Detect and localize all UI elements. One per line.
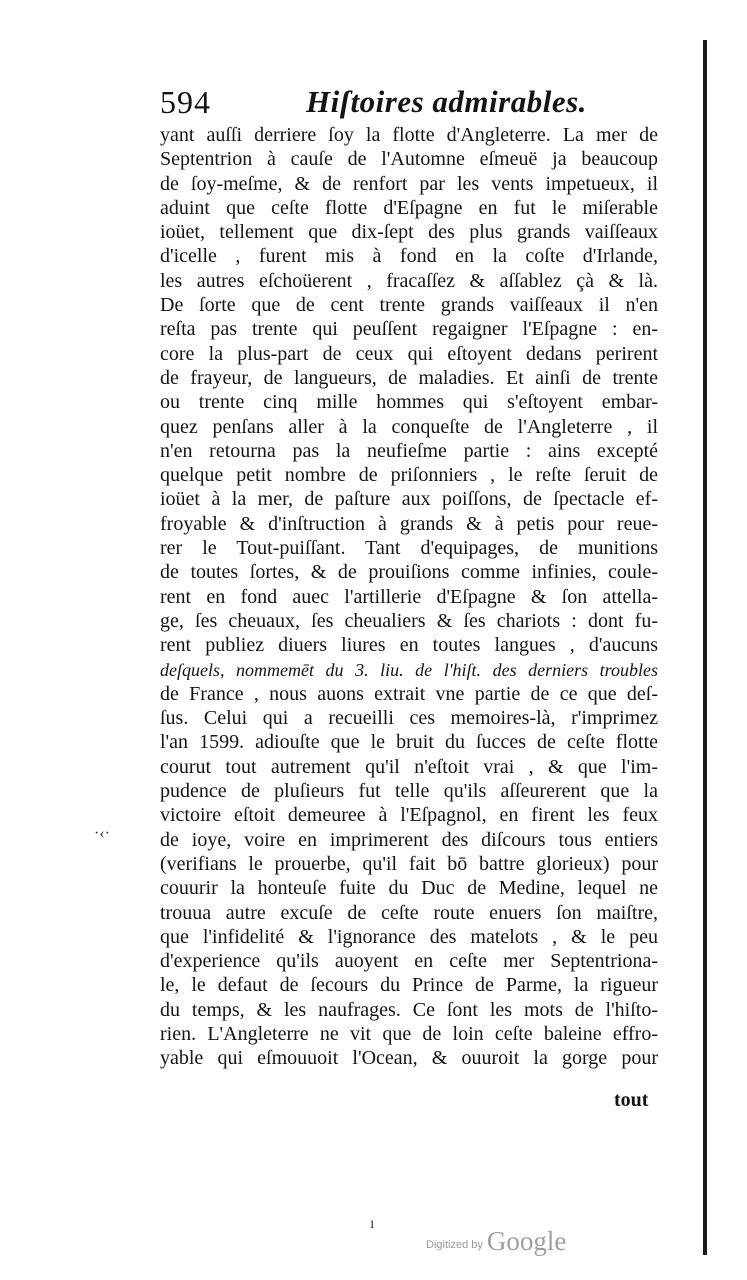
text-line: ioüet, tellement que dix-ſept des plus grands vaiſſeaux — [160, 221, 658, 244]
digitized-by-label: Digitized by — [426, 1239, 483, 1251]
text-line: De ſorte que de cent trente grands vaiſſeaux il n'en — [160, 294, 658, 317]
text-line: Septentrion à cauſe de l'Automne eſmeuë ja beaucoup — [160, 148, 658, 171]
text-line: couurir la honteuſe fuite du Duc de Medine, lequel ne — [160, 877, 658, 900]
text-line: l'an 1599. adiouſte que le bruit du ſucces de ceſte flotte — [160, 731, 658, 754]
text-line: rer le Tout-puiſſant. Tant d'equipages, de munitions — [160, 537, 658, 560]
text-line: ou trente cinq mille hommes qui s'eſtoyent embar- — [160, 391, 658, 414]
google-logo: Google — [486, 1226, 567, 1256]
body-text — [160, 123, 658, 1071]
text-line: les autres eſchoüerent , fracaſſez & aſſablez çà & là. — [160, 269, 658, 292]
text-line: rent publiez diuers liures en toutes langues , d'aucuns — [160, 634, 658, 657]
text-line: ioüet à la mer, de paſture aux poiſſons, de ſpectacle ef- — [160, 488, 658, 511]
catchword: tout — [614, 1089, 649, 1111]
text-line: rent en fond auec l'artillerie d'Eſpagne & ſon attella- — [160, 585, 658, 608]
digitized-watermark — [426, 1224, 566, 1256]
text-line: core la plus-part de ceux qui eſtoyent dedans perirent — [160, 342, 658, 365]
text-line: de ſoy-meſme, & de renfort par les vents impetueux, il — [160, 172, 658, 195]
binding-edge — [703, 40, 707, 1255]
text-line: n'en retourna pas la neufieſme partie : ains excepté — [160, 439, 658, 462]
text-line: ſus. Celui qui a recueilli ces memoires-là, r'imprimez — [160, 707, 658, 730]
text-line: yable qui eſmouuoit l'Ocean, & ouuroit la gorge pour — [160, 1047, 658, 1070]
text-line: victoire eſtoit demeuree à l'Eſpagnol, en firent les feux — [160, 804, 658, 827]
text-line: froyable & d'inſtruction à grands & à petis pour reue- — [160, 512, 658, 535]
text-line: d'experience qu'ils auoyent en ceſte mer Septentriona- — [160, 950, 658, 973]
text-line: d'icelle , furent mis à fond en la coſte d'Irlande, — [160, 245, 658, 268]
text-line: que l'infidelité & l'ignorance des matelots , & le peu — [160, 925, 658, 948]
text-line: de ioye, voire en imprimerent des diſcours tous entiers — [160, 828, 658, 851]
text-line: quez penſans aller à la conqueſte de l'Angleterre , il — [160, 415, 658, 438]
text-line: du temps, & les naufrages. Ce ſont les mots de l'hiſto- — [160, 998, 658, 1021]
text-line: aduint que ceſte flotte d'Eſpagne en fut le miſerable — [160, 196, 658, 219]
text-line: quelque petit nombre de priſonniers , le reſte ſeruit de — [160, 464, 658, 487]
footer-mark: ı — [370, 1215, 375, 1232]
text-line: trouua autre excuſe de ceſte route enuers ſon maiſtre, — [160, 901, 658, 924]
text-line: de France , nous auons extrait vne partie de ce que deſ- — [160, 682, 658, 705]
text-line: pudence de pluſieurs fut telle qu'ils aſſeurerent que la — [160, 780, 658, 803]
text-line: rien. L'Angleterre ne vit que de loin ceſte baleine effro- — [160, 1022, 658, 1045]
text-line-italic: deſquels, nommemēt du 3. liu. de l'hiſt. des derniers troubles — [160, 659, 658, 680]
text-line: ge, ſes cheuaux, ſes cheualiers & ſes chariots : dont fu- — [160, 609, 658, 632]
text-line: de frayeur, de langueurs, de maladies. Et ainſi de trente — [160, 366, 658, 389]
running-title: Hiſtoires admirables. — [306, 84, 587, 119]
margin-tick-mark: ·‹· — [94, 825, 110, 842]
text-line: le, le defaut de ſecours du Prince de Parme, la rigueur — [160, 974, 658, 997]
page-number: 594 — [160, 84, 211, 120]
text-line: reſta pas trente qui peuſſent regaigner l'Eſpagne : en- — [160, 318, 658, 341]
text-line: (verifians le prouerbe, qu'il fait bō battre glorieux) pour — [160, 852, 658, 875]
text-line: courut tout autrement qu'il n'eſtoit vrai , & que l'im- — [160, 755, 658, 778]
text-line: de toutes ſortes, & de prouiſions comme infinies, coule- — [160, 561, 658, 584]
text-line: yant auſſi derriere ſoy la flotte d'Angleterre. La mer de — [160, 124, 658, 146]
page-header — [160, 80, 660, 124]
